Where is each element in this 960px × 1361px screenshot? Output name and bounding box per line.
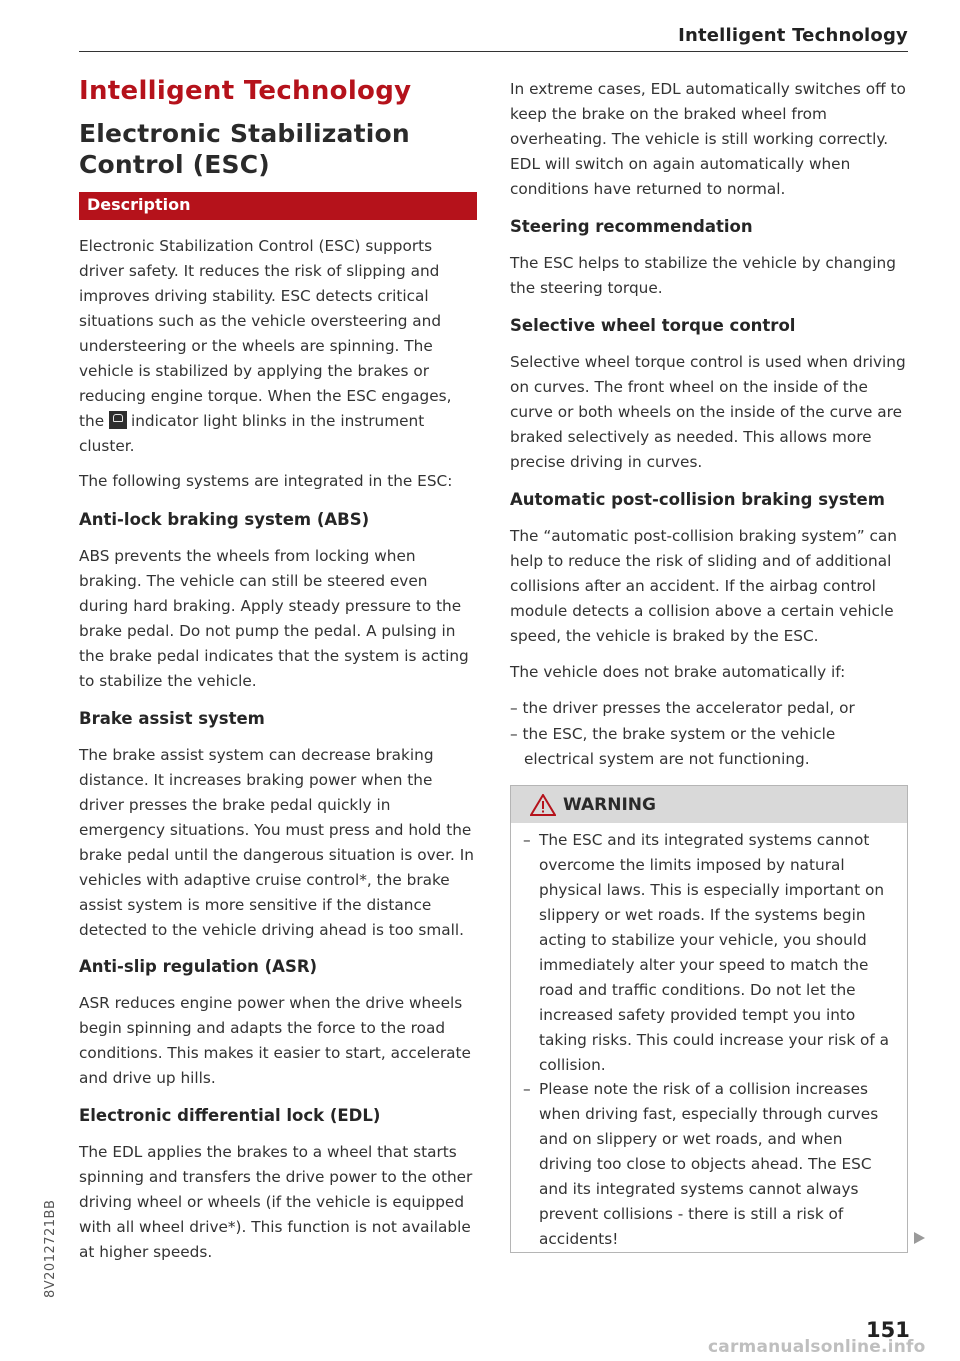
warning-header: [511, 786, 907, 823]
section-title: [79, 118, 410, 180]
bullet-accelerator: – the driver presses the accelerator pedal, or: [510, 699, 855, 717]
warning-title: WARNING: [563, 795, 656, 815]
document-code: [29, 1188, 58, 1298]
asr-heading: Anti-slip regulation (ASR): [79, 957, 318, 976]
warning-item-text: Please note the risk of a collision increases when driving fast, especially through curves and on slippery or wet roads, and when driving too close to objects ahead. The ESC and its integrated systems cannot always prevent collisions - there is still a risk of accidents!: [539, 1080, 879, 1248]
warning-box: [510, 785, 908, 1253]
post-collision-heading: Automatic post-collision braking system: [510, 490, 885, 509]
section-title-line1: Electronic Stabilization: [79, 119, 410, 148]
section-title-line2: Control (ESC): [79, 150, 270, 179]
bullet-system-failure: – the ESC, the brake system or the vehicle electrical system are not functioning.: [510, 725, 836, 768]
continue-arrow-icon: [914, 1232, 925, 1244]
wheel-torque-paragraph: Selective wheel torque control is used when driving on curves. The front wheel on the inside of the curve or both wheels on the inside of the curve are braked selectively as needed. This allows more precise driving in curves.: [510, 353, 906, 471]
running-head: Intelligent Technology: [678, 25, 908, 46]
description-label: Description: [87, 195, 191, 214]
esc-indicator-icon: [109, 411, 127, 429]
warning-item-collision: [523, 1077, 893, 1252]
document-code-text: 8V2012721BB: [43, 1199, 58, 1298]
warning-item-physics: [523, 828, 893, 1078]
intro-text: Electronic Stabilization Control (ESC) supports driver safety. It reduces the risk of slipping and improves driving stability. ESC detects critical situations such as the vehicle oversteering and understeering or the wheels are spinning. The vehicle is stabilized by applying the brakes or reducing engine torque. When the ESC engages, the: [79, 237, 452, 430]
no-brake-intro: The vehicle does not brake automatically if:: [510, 663, 846, 681]
brake-assist-heading: Brake assist system: [79, 709, 265, 728]
description-bar: [79, 192, 477, 220]
warning-dash: –: [523, 831, 531, 849]
watermark: carmanualsonline.info: [708, 1337, 926, 1357]
top-rule: [79, 51, 908, 52]
edl-heading: Electronic differential lock (EDL): [79, 1106, 381, 1125]
asr-paragraph: ASR reduces engine power when the drive wheels begin spinning and adapts the force to the road conditions. This makes it easier to start, accelerate and drive up hills.: [79, 994, 471, 1087]
warning-dash: –: [523, 1080, 531, 1098]
warning-triangle-icon: [530, 794, 556, 816]
intro-text-cont: indicator light blinks in the instrument cluster.: [79, 412, 425, 455]
steering-heading: Steering recommendation: [510, 217, 753, 236]
warning-item-text: The ESC and its integrated systems cannot overcome the limits imposed by natural physical laws. This is especially important on slippery or wet roads. If the systems begin acting to stabilize your vehicle, you should immediately alter your speed to match the road and traffic conditions. Do not let the increased safety provided tempt you into taking risks. This could increase your risk of a collision.: [539, 831, 890, 1074]
brake-assist-paragraph: The brake assist system can decrease braking distance. It increases braking power when the driver presses the brake pedal quickly in emergency situations. You must press and hold the brake pedal until the dangerous situation is over. In vehicles with adaptive cruise control*, the brake assist system is more sensitive if the distance detected to the vehicle driving ahead is too small.: [79, 746, 474, 939]
abs-paragraph: ABS prevents the wheels from locking when braking. The vehicle can still be steered even during hard braking. Apply steady pressure to the brake pedal. Do not pump the pedal. A pulsing in the brake pedal indicates that the system is acting to stabilize the vehicle.: [79, 547, 469, 690]
edl-continued-paragraph: In extreme cases, EDL automatically switches off to keep the brake on the braked wheel from overheating. The vehicle is still working correctly. EDL will switch on again automatically when conditions have returned to normal.: [510, 80, 906, 198]
abs-heading: Anti-lock braking system (ABS): [79, 510, 370, 529]
systems-intro: The following systems are integrated in the ESC:: [79, 472, 453, 490]
post-collision-paragraph: The “automatic post-collision braking system” can help to reduce the risk of sliding and of additional collisions after an accident. If the airbag control module detects a collision above a certain vehicle speed, the vehicle is braked by the ESC.: [510, 527, 897, 645]
intro-paragraph: [79, 234, 477, 459]
chapter-title: Intelligent Technology: [79, 76, 412, 106]
steering-paragraph: The ESC helps to stabilize the vehicle by changing the steering torque.: [510, 254, 896, 297]
wheel-torque-heading: Selective wheel torque control: [510, 316, 796, 335]
edl-paragraph: The EDL applies the brakes to a wheel that starts spinning and transfers the drive power to the other driving wheel or wheels (if the vehicle is equipped with all wheel drive*). This function is not available at higher speeds.: [79, 1143, 473, 1261]
page-number: 151: [866, 1318, 910, 1342]
